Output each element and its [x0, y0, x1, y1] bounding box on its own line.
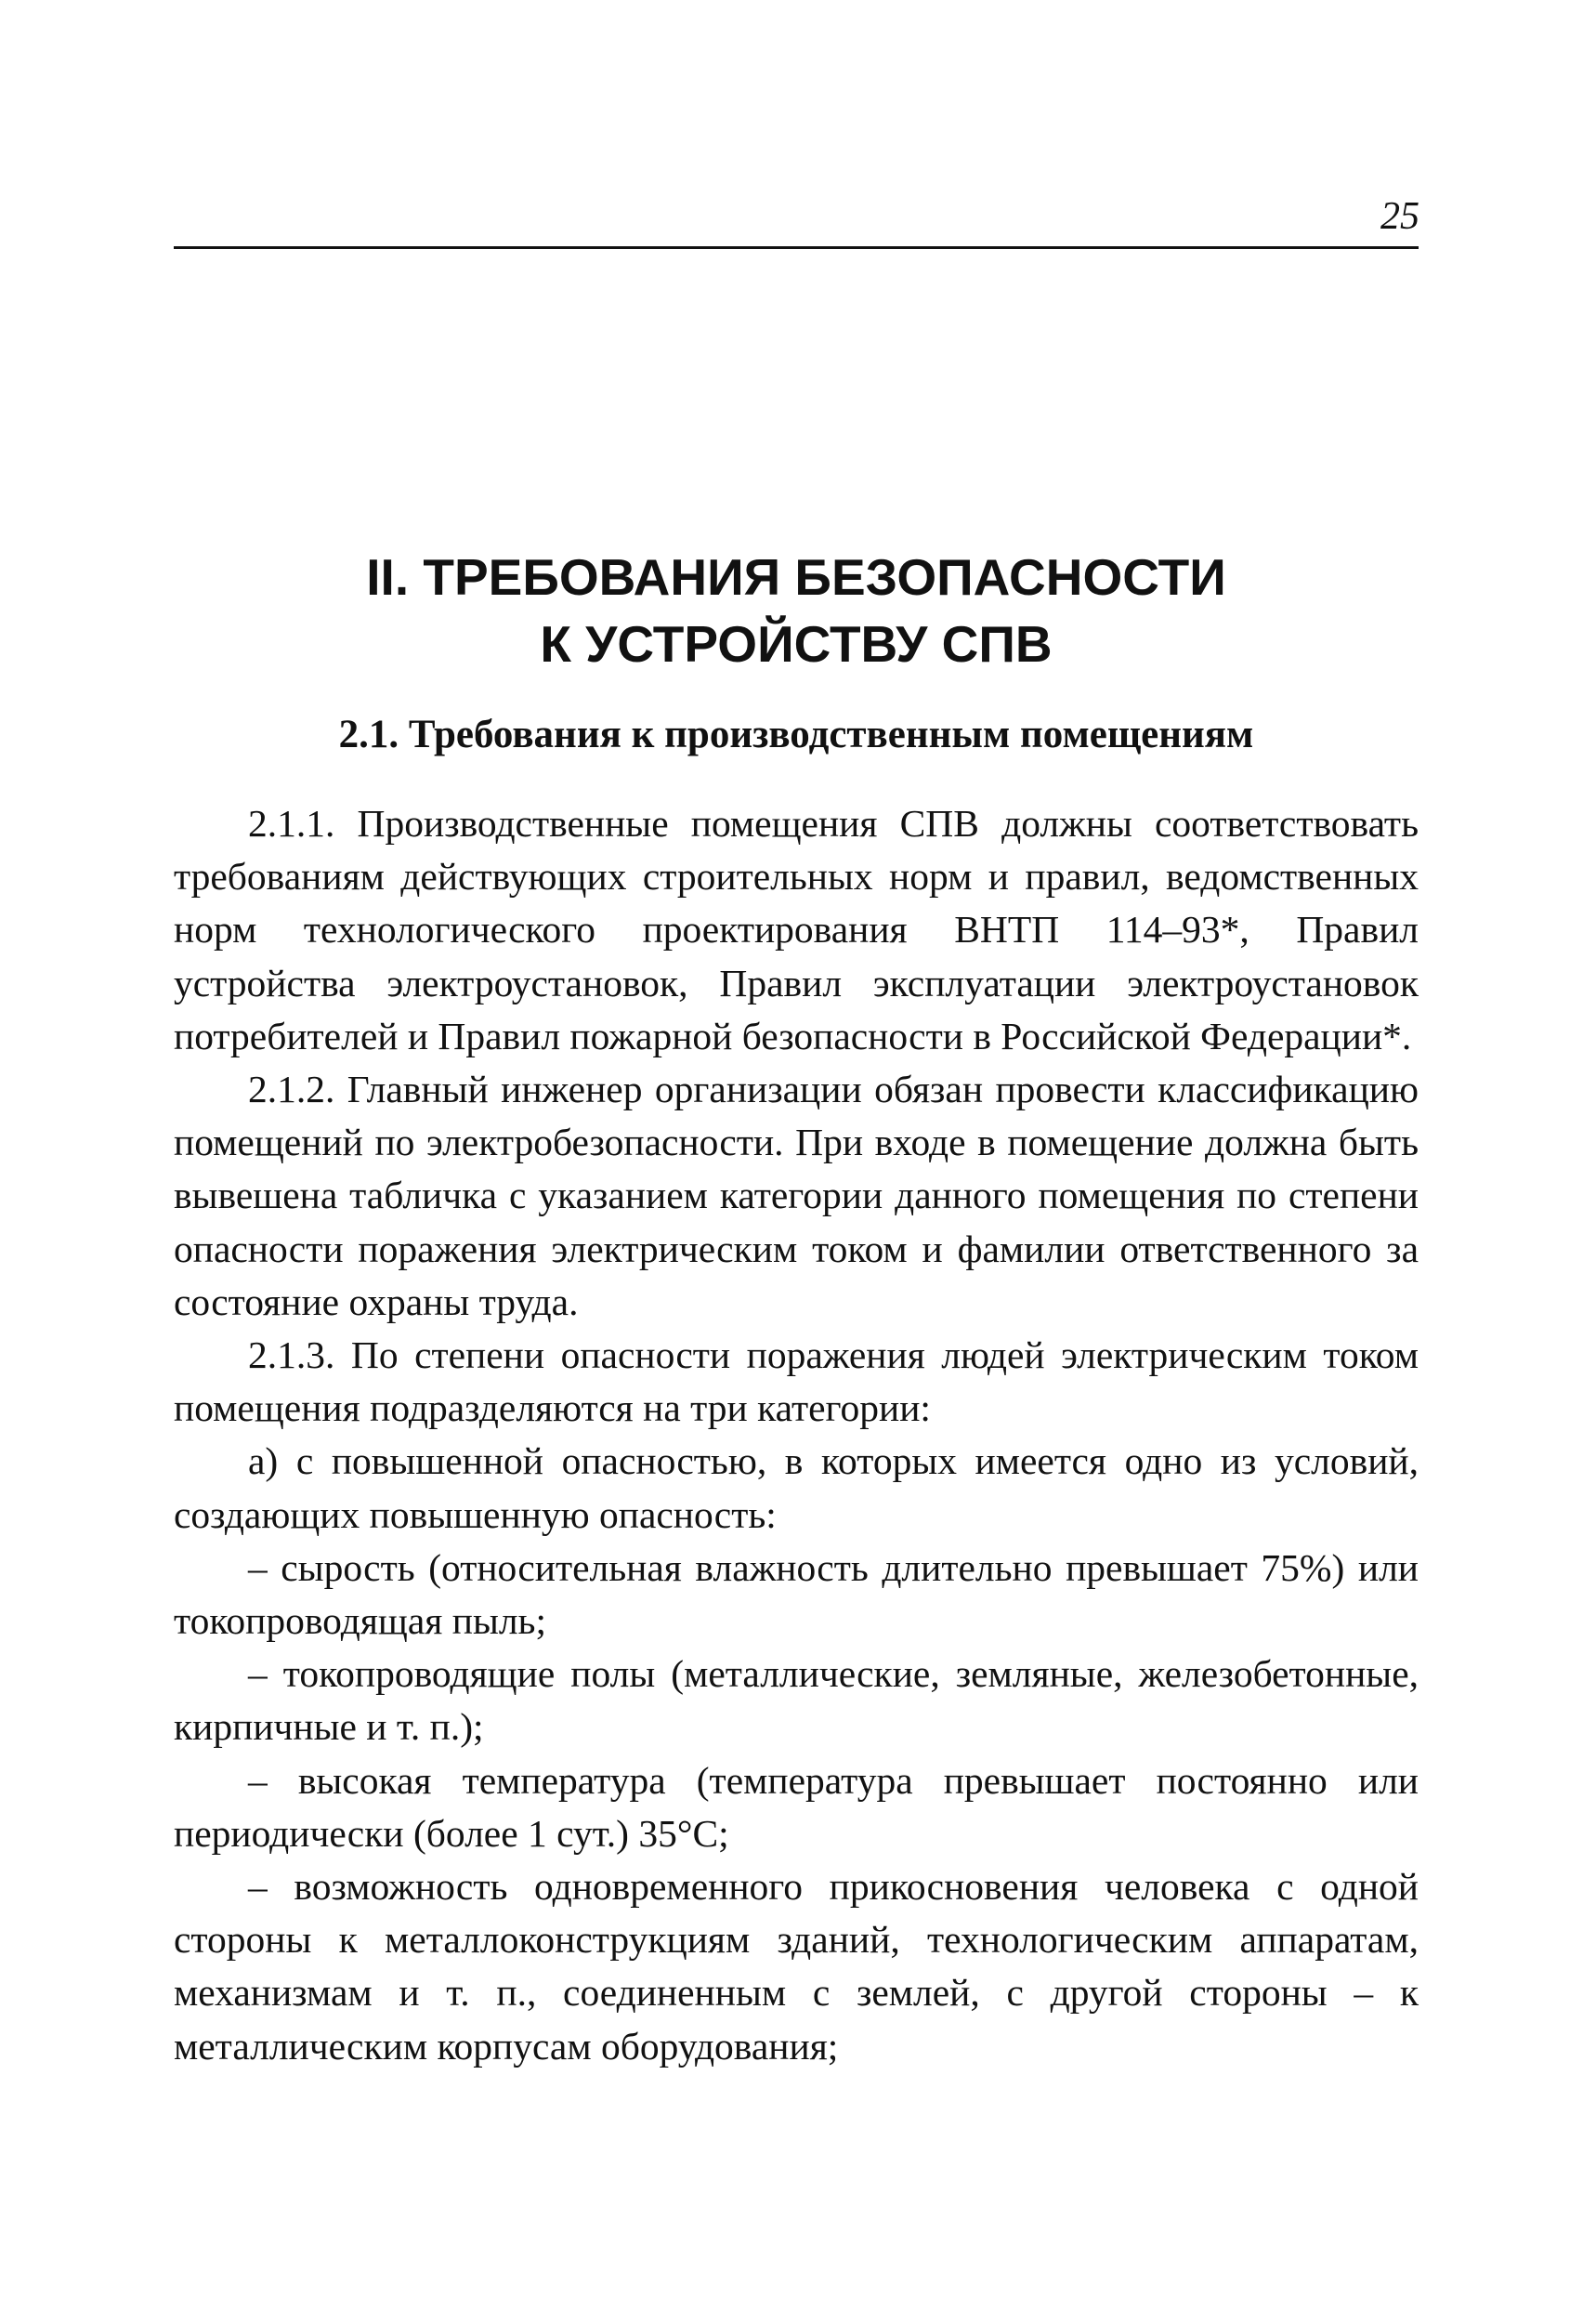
page-number: 25	[1380, 195, 1419, 238]
list-item-dampness: – сырость (относительная влажность длительно превышает 75%) или токопроводящая пыль;	[174, 1545, 1419, 1643]
header-rule	[174, 246, 1419, 249]
chapter-title-line-1: II. ТРЕБОВАНИЯ БЕЗОПАСНОСТИ	[366, 548, 1226, 606]
chapter-title	[174, 544, 1419, 677]
list-item-a: а) с повышенной опасностью, в которых имеется одно из условий, создающих повышенную опасность:	[174, 1439, 1419, 1536]
list-item-high-temperature: – высокая температура (температура превышает постоянно или периодически (более 1 сут.) 35°С;	[174, 1758, 1419, 1855]
paragraph-2-1-1: 2.1.1. Производственные помещения СПВ должны соответствовать требованиям действующих строительных норм и правил, ведомственных норм технологического проектирования ВНТП 114–93*, Правил устройства электроустановок, Правил эксплуатации электроустановок потребителей и Правил пожарной безопасности в Российской Федерации*.	[174, 802, 1419, 1057]
list-item-simultaneous-contact: – возможность одновременного прикосновения человека с одной стороны к металлоконструкциям зданий, технологическим аппаратам, механизмам и т. п., соединенным с землей, с другой стороны – к металлическим корпусам оборудования;	[174, 1865, 1419, 2068]
body-text	[174, 797, 1419, 2073]
section-title: 2.1. Требования к производственным помещениям	[338, 713, 1254, 756]
paragraph-2-1-3: 2.1.3. По степени опасности поражения людей электрическим током помещения подразделяются на три категории:	[174, 1333, 1419, 1430]
list-item-conductive-floors: – токопроводящие полы (металлические, земляные, железобетонные, кирпичные и т. п.);	[174, 1652, 1419, 1749]
chapter-title-line-2: К УСТРОЙСТВУ СПВ	[540, 615, 1053, 673]
paragraph-2-1-2: 2.1.2. Главный инженер организации обязан провести классификацию помещений по электробезопасности. При входе в помещение должна быть вывешена табличка с указанием категории данного помещения по степени опасности поражения электрическим током и фамилии ответственного за состояние охраны труда.	[174, 1068, 1419, 1323]
